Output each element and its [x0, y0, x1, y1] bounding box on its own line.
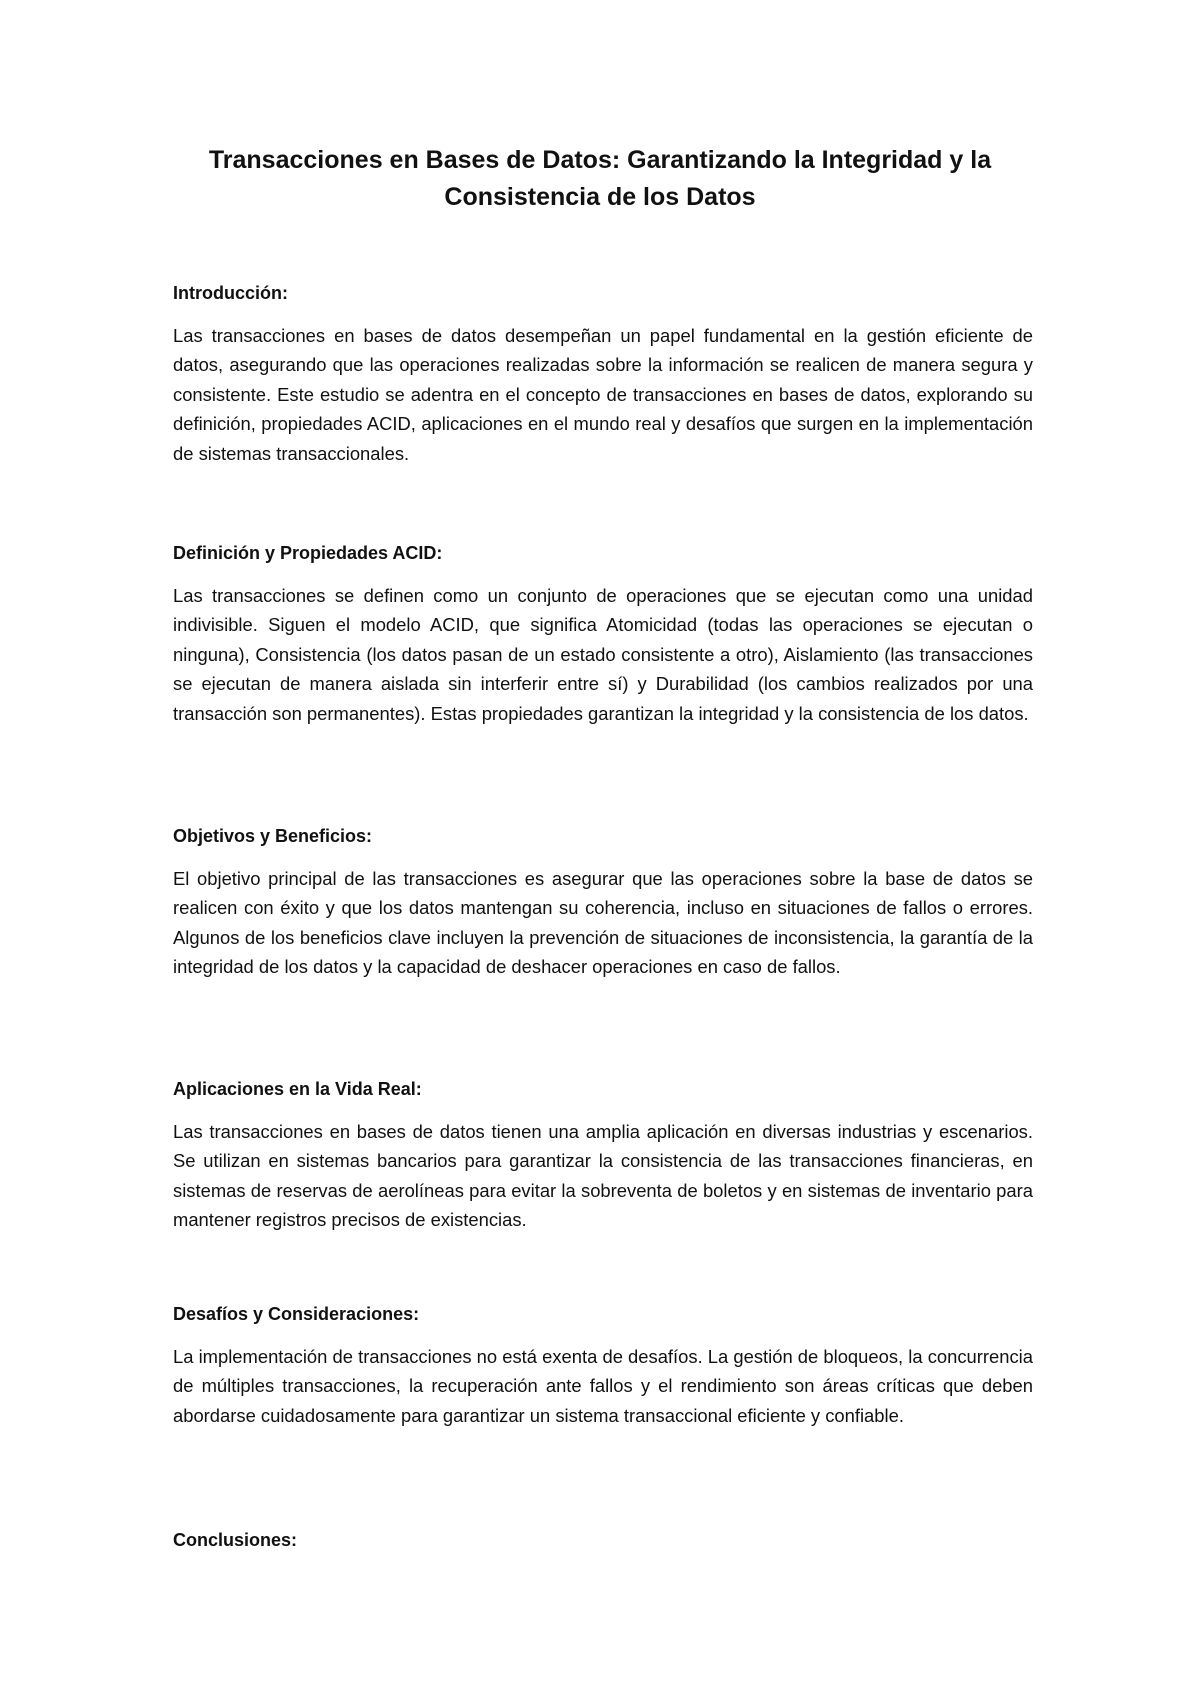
section-objetivos-beneficios — [173, 824, 1033, 982]
section-heading: Desafíos y Consideraciones: — [173, 1304, 420, 1324]
section-heading: Conclusiones: — [173, 1530, 298, 1550]
section-introduccion — [173, 281, 1033, 468]
section-body: Las transacciones se definen como un conjunto de operaciones que se ejecutan como una unidad indivisible. Siguen el modelo ACID, que significa Atomicidad (todas las operaciones se ejecutan o ninguna), Consistencia (los datos pasan de un estado consistente a otro), Aislamiento (las transacciones se ejecutan de manera aislada sin interferir entre sí) y Durabilidad (los cambios realizados por una transacción son permanentes). Estas propiedades garantizan la integridad y la consistencia de los datos. — [173, 585, 1033, 724]
section-body: Las transacciones en bases de datos desempeñan un papel fundamental en la gestión eficiente de datos, asegurando que las operaciones realizadas sobre la información se realicen de manera segura y consistente. Este estudio se adentra en el concepto de transacciones en bases de datos, explorando su definición, propiedades ACID, aplicaciones en el mundo real y desafíos que surgen en la implementación de sistemas transaccionales. — [173, 325, 1033, 464]
section-definicion-acid — [173, 541, 1033, 728]
document-title: Transacciones en Bases de Datos: Garantizando la Integridad y la Consistencia de los Datos — [208, 146, 992, 211]
section-heading: Introducción: — [173, 283, 288, 303]
section-heading: Definición y Propiedades ACID: — [173, 543, 443, 563]
section-aplicaciones — [173, 1077, 1033, 1235]
section-body: El objetivo principal de las transacciones es asegurar que las operaciones sobre la base de datos se realicen con éxito y que los datos mantengan su coherencia, incluso en situaciones de fallos o errores. Algunos de los beneficios clave incluyen la prevención de situaciones de inconsistencia, la garantía de la integridad de los datos y la capacidad de deshacer operaciones en caso de fallos. — [173, 868, 1033, 978]
section-desafios — [173, 1302, 1033, 1430]
section-body: Las transacciones en bases de datos tienen una amplia aplicación en diversas industrias y escenarios. Se utilizan en sistemas bancarios para garantizar la consistencia de las transacciones financieras, en sistemas de reservas de aerolíneas para evitar la sobreventa de boletos y en sistemas de inventario para mantener registros precisos de existencias. — [173, 1121, 1033, 1231]
section-body: La implementación de transacciones no está exenta de desafíos. La gestión de bloqueos, la concurrencia de múltiples transacciones, la recuperación ante fallos y el rendimiento son áreas críticas que deben abordarse cuidadosamente para garantizar un sistema transaccional eficiente y confiable. — [173, 1346, 1033, 1426]
section-conclusiones — [173, 1528, 1033, 1552]
section-heading: Objetivos y Beneficios: — [173, 826, 373, 846]
section-heading: Aplicaciones en la Vida Real: — [173, 1079, 422, 1099]
